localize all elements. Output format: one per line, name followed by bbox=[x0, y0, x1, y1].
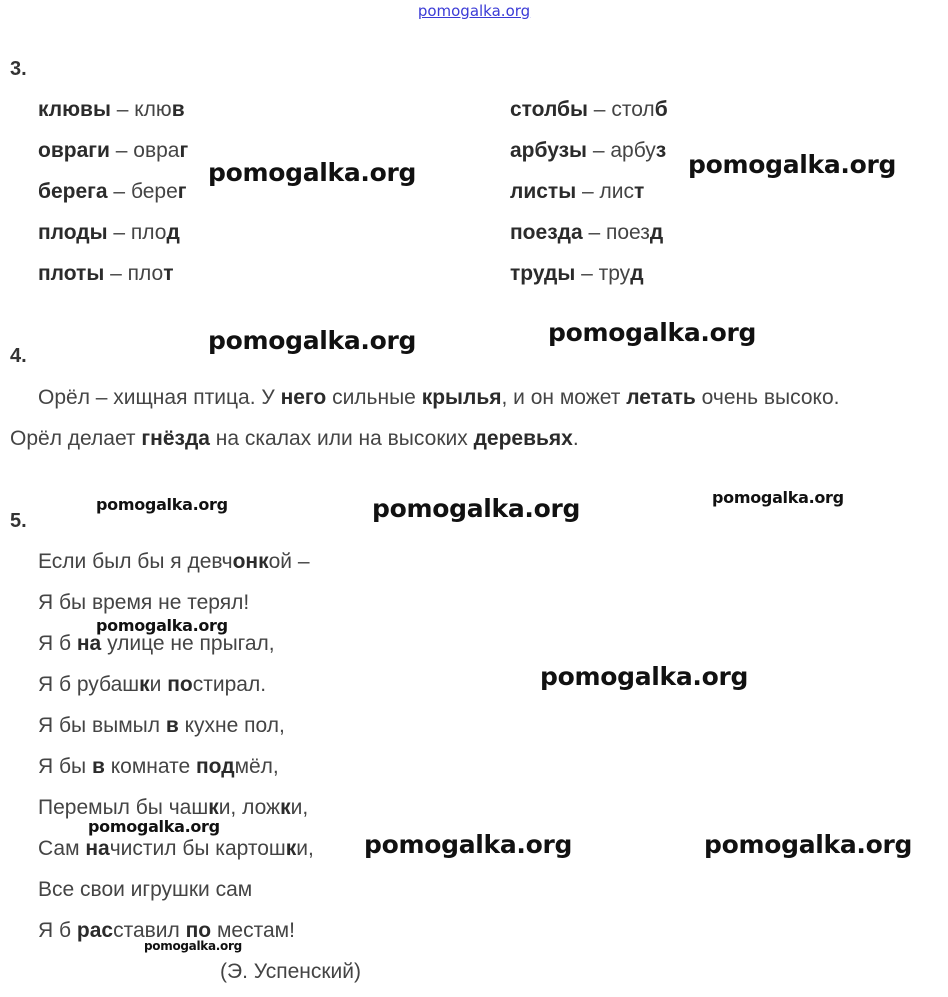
plural-word: плоты bbox=[38, 262, 105, 285]
text: очень высоко. bbox=[695, 386, 840, 409]
text: на скалах или на высоких bbox=[209, 427, 474, 450]
text: и, лож bbox=[218, 796, 281, 819]
dash: – bbox=[109, 139, 134, 162]
watermark: pomogalka.org bbox=[372, 494, 581, 523]
poem-line bbox=[38, 755, 279, 779]
bold-letters: под bbox=[195, 755, 235, 778]
bold-word: крылья bbox=[421, 386, 502, 409]
text: Орёл – хищная птица. У bbox=[38, 386, 281, 409]
text: Орёл делает bbox=[10, 427, 142, 450]
watermark: pomogalka.org bbox=[144, 939, 242, 953]
singular-stem: арбу bbox=[610, 139, 656, 162]
singular-ending: д bbox=[630, 262, 644, 285]
singular-stem: пло bbox=[127, 262, 164, 285]
bold-letters: к bbox=[285, 837, 297, 860]
watermark: pomogalka.org bbox=[688, 150, 897, 179]
bold-letters: к bbox=[139, 673, 150, 696]
watermark: pomogalka.org bbox=[712, 488, 844, 507]
dash: – bbox=[107, 180, 131, 203]
text: . bbox=[572, 427, 579, 450]
singular-ending: з bbox=[655, 139, 667, 162]
bold-letters: на bbox=[76, 632, 102, 655]
singular-stem: бере bbox=[130, 180, 178, 203]
bold-letters: онк bbox=[232, 550, 269, 573]
text: и, bbox=[290, 796, 309, 819]
singular-stem: тру bbox=[598, 262, 631, 285]
paragraph-line bbox=[10, 427, 579, 451]
site-link[interactable]: pomogalka.org bbox=[417, 2, 531, 20]
word-pair-row bbox=[510, 139, 666, 163]
section-4-number: 4. bbox=[10, 345, 27, 367]
watermark: pomogalka.org bbox=[208, 158, 417, 187]
dash: – bbox=[104, 262, 128, 285]
singular-ending: г bbox=[179, 139, 189, 162]
bold-word: деревьях bbox=[473, 427, 573, 450]
dash: – bbox=[582, 221, 606, 244]
singular-stem: лис bbox=[599, 180, 634, 203]
bold-word: летать bbox=[626, 386, 696, 409]
poem-line bbox=[38, 632, 275, 656]
bold-letters: в bbox=[165, 714, 179, 737]
poem-line bbox=[38, 837, 314, 861]
dash: – bbox=[576, 180, 600, 203]
plural-word: труды bbox=[510, 262, 576, 285]
bold-letters: рас bbox=[76, 919, 114, 942]
word-pair-row bbox=[38, 262, 173, 286]
bold-word: него bbox=[280, 386, 327, 409]
text: Все свои игрушки сам bbox=[38, 878, 253, 901]
paragraph-line bbox=[38, 386, 839, 410]
singular-stem: овра bbox=[133, 139, 180, 162]
singular-stem: стол bbox=[611, 98, 655, 121]
text: чистил бы картош bbox=[109, 837, 286, 860]
text: местам! bbox=[211, 919, 295, 942]
section-5-number: 5. bbox=[10, 510, 27, 532]
watermark: pomogalka.org bbox=[548, 318, 757, 347]
text: Я б bbox=[38, 919, 77, 942]
plural-word: плоды bbox=[38, 221, 108, 244]
poem-line bbox=[38, 550, 310, 574]
poem-author: (Э. Успенский) bbox=[220, 960, 361, 983]
text: Сам bbox=[38, 837, 86, 860]
plural-word: берега bbox=[38, 180, 108, 203]
word-pair-row bbox=[38, 180, 187, 204]
bold-letters: к bbox=[280, 796, 291, 819]
singular-ending: б bbox=[654, 98, 668, 121]
poem-line bbox=[38, 714, 285, 738]
text: улице не прыгал, bbox=[101, 632, 275, 655]
text: кухне пол, bbox=[178, 714, 285, 737]
plural-word: арбузы bbox=[510, 139, 587, 162]
word-pair-row bbox=[510, 98, 668, 122]
poem-line bbox=[38, 673, 266, 697]
singular-ending: г bbox=[177, 180, 187, 203]
watermark: pomogalka.org bbox=[96, 616, 228, 635]
singular-ending: т bbox=[634, 180, 645, 203]
poem-line bbox=[38, 591, 249, 615]
watermark: pomogalka.org bbox=[96, 495, 228, 514]
dash: – bbox=[586, 139, 611, 162]
watermark: pomogalka.org bbox=[540, 662, 749, 691]
singular-stem: клю bbox=[134, 98, 172, 121]
bold-letters: по bbox=[185, 919, 212, 942]
watermark: pomogalka.org bbox=[88, 817, 220, 836]
word-pair-row bbox=[38, 221, 180, 245]
text: мёл, bbox=[234, 755, 279, 778]
text: , и он может bbox=[501, 386, 627, 409]
watermark: pomogalka.org bbox=[364, 830, 573, 859]
text: Я бы вымыл bbox=[38, 714, 166, 737]
text: стирал. bbox=[192, 673, 267, 696]
bold-letters: в bbox=[91, 755, 105, 778]
singular-ending: д bbox=[649, 221, 664, 244]
singular-stem: поез bbox=[606, 221, 650, 244]
plural-word: овраги bbox=[38, 139, 110, 162]
text: ставил bbox=[113, 919, 186, 942]
singular-ending: т bbox=[163, 262, 174, 285]
bold-letters: по bbox=[167, 673, 193, 696]
dash: – bbox=[587, 98, 612, 121]
poem-line bbox=[38, 878, 252, 902]
singular-ending: д bbox=[166, 221, 180, 244]
word-pair-row bbox=[510, 262, 644, 286]
text: Я бы время не терял! bbox=[38, 591, 250, 614]
text: Я б bbox=[38, 632, 77, 655]
word-pair-row bbox=[510, 221, 663, 245]
text: ой – bbox=[268, 550, 310, 573]
plural-word: листы bbox=[510, 180, 577, 203]
text: комнате bbox=[104, 755, 196, 778]
plural-word: столбы bbox=[510, 98, 588, 121]
dash: – bbox=[575, 262, 599, 285]
bold-word: гнёзда bbox=[141, 427, 210, 450]
word-pair-row bbox=[38, 139, 188, 163]
word-pair-row bbox=[510, 180, 644, 204]
text: сильные bbox=[326, 386, 422, 409]
section-3-number: 3. bbox=[10, 58, 27, 80]
bold-letters: к bbox=[208, 796, 219, 819]
text: и bbox=[149, 673, 168, 696]
text: Я бы bbox=[38, 755, 92, 778]
bold-letters: на bbox=[85, 837, 110, 860]
text: Перемыл бы чаш bbox=[38, 796, 209, 819]
watermark: pomogalka.org bbox=[704, 830, 913, 859]
dash: – bbox=[110, 98, 135, 121]
plural-word: клювы bbox=[38, 98, 111, 121]
singular-stem: пло bbox=[130, 221, 167, 244]
text: Я б рубаш bbox=[38, 673, 140, 696]
text: Если был бы я девч bbox=[38, 550, 233, 573]
watermark: pomogalka.org bbox=[208, 326, 417, 355]
text: и, bbox=[296, 837, 314, 860]
dash: – bbox=[107, 221, 131, 244]
singular-ending: в bbox=[171, 98, 185, 121]
plural-word: поезда bbox=[510, 221, 583, 244]
word-pair-row bbox=[38, 98, 185, 122]
